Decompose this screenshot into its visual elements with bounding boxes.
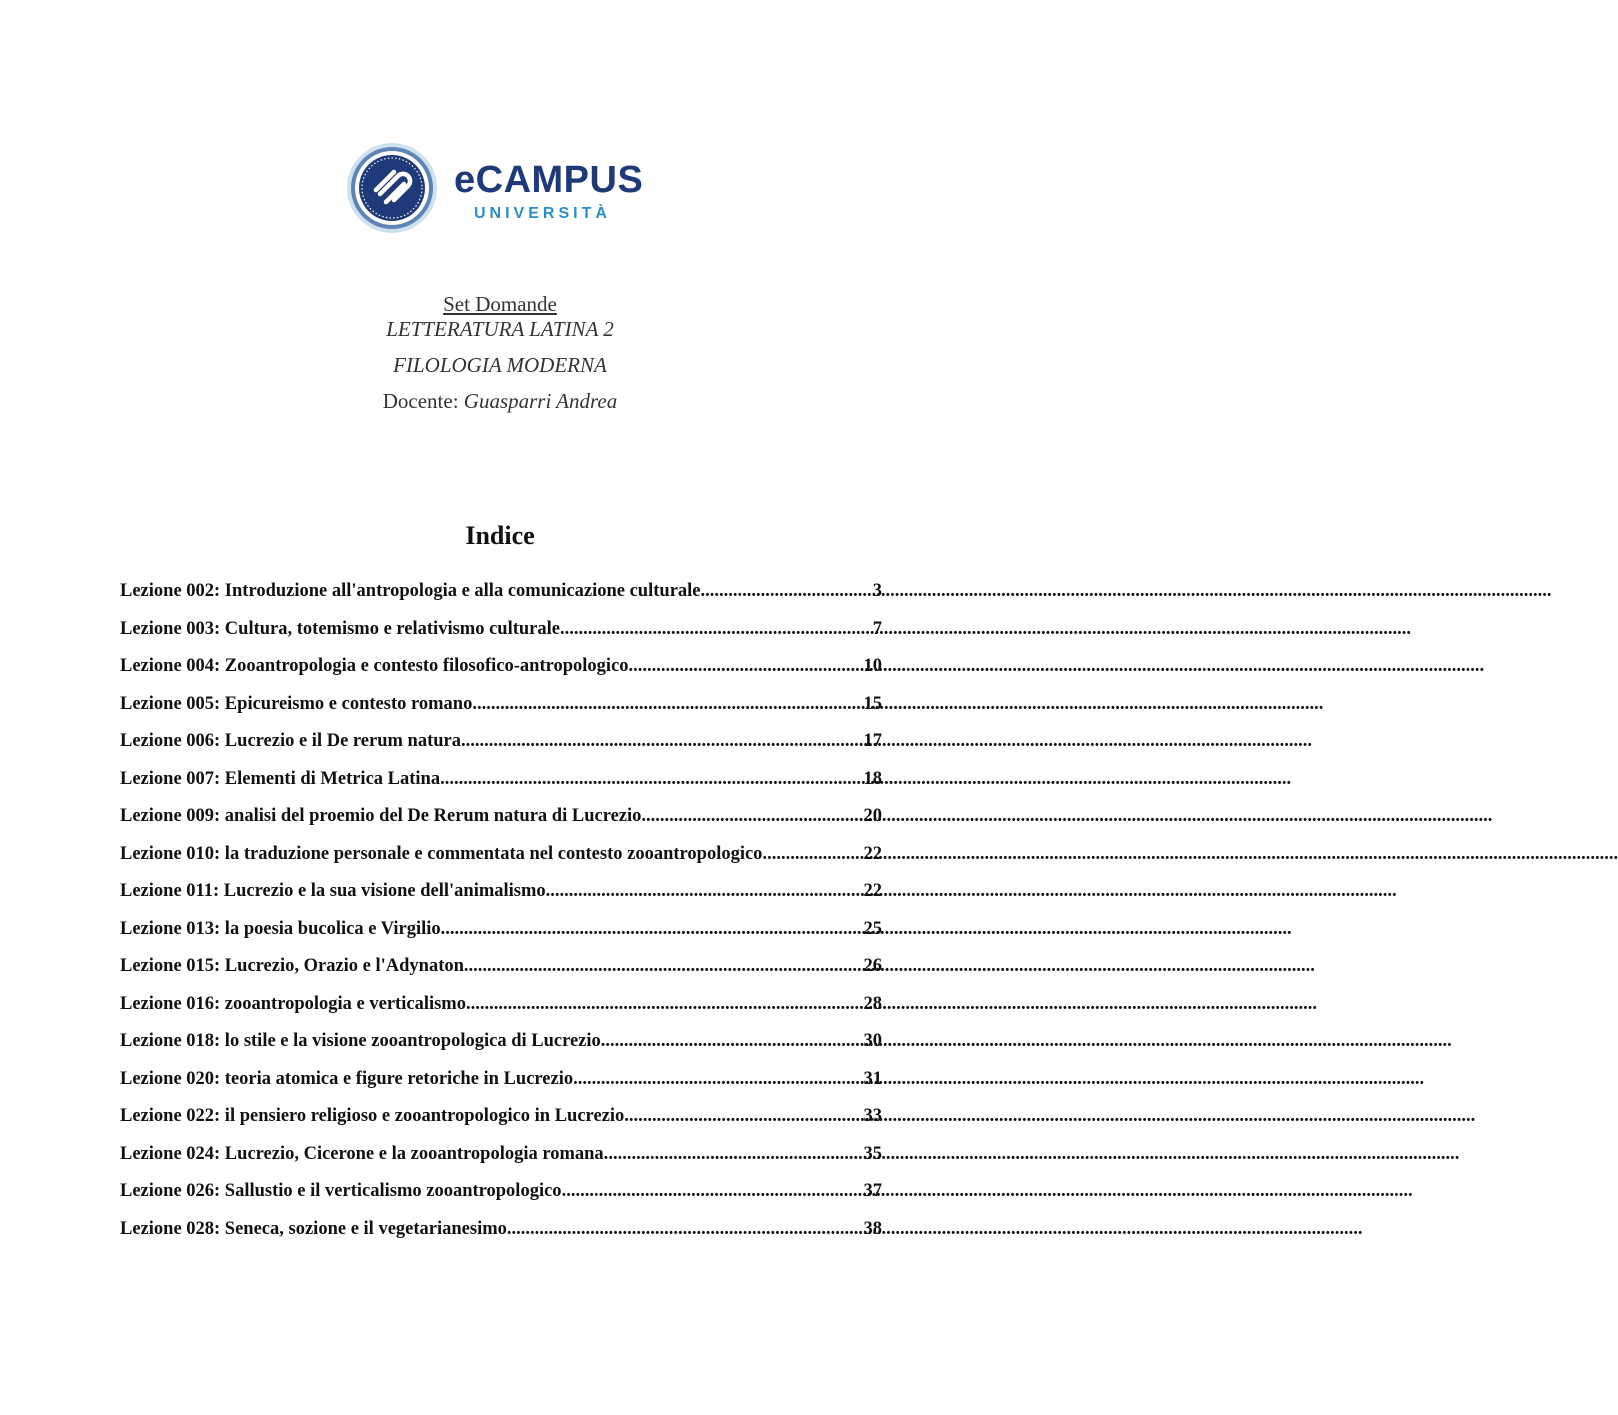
toc-entry[interactable] [120, 767, 882, 805]
toc-entry[interactable] [120, 992, 882, 1030]
toc-entry-page: 17 [863, 731, 882, 751]
toc-entry[interactable] [120, 692, 882, 730]
toc-entry[interactable] [120, 1104, 882, 1142]
toc-entry-page: 26 [863, 956, 882, 976]
toc-leader-dots [624, 1104, 863, 1128]
toc-leader-dots [562, 1179, 864, 1203]
toc-entry-page: 18 [863, 768, 882, 789]
toc-entry-title: Lezione 013: la poesia bucolica e Virgilio [120, 918, 441, 939]
toc-entry[interactable] [120, 1217, 882, 1255]
toc-entry-page: 35 [863, 1143, 882, 1164]
toc-entry-title: Lezione 026: Sallustio e il verticalismo zooantropologico [120, 1181, 562, 1201]
toc-entry-page: 10 [863, 656, 882, 676]
toc-entry-title: Lezione 028: Seneca, sozione e il vegetarianesimo. [120, 1218, 512, 1239]
toc-leader-dots [601, 1029, 864, 1053]
toc-entry-title: Lezione 011: Lucrezio e la sua visione dell'animalismo [120, 881, 546, 901]
toc-entry[interactable] [120, 617, 882, 655]
toc-entry-title: Lezione 022: il pensiero religioso e zooantropologico in Lucrezio [120, 1106, 625, 1126]
toc-leader-dots [767, 842, 863, 866]
toc-entry-title: Lezione 024: Lucrezio, Cicerone e la zooantropologia romana. [120, 1143, 609, 1164]
toc-entry-title: Lezione 007: Elementi di Metrica Latina [120, 768, 441, 789]
toc-entry-page: 22 [863, 843, 882, 864]
toc-entry-title: Lezione 010: la traduzione personale e commentata nel contesto zooantropologico. [120, 843, 768, 864]
toc-entry[interactable] [120, 1029, 882, 1067]
toc-entry-title: Lezione 003: Cultura, totemismo e relativismo culturale [120, 618, 560, 639]
logo-subtitle: UNIVERSITÀ [474, 205, 611, 222]
docente-name: Guasparri Andrea [463, 389, 618, 413]
toc-entry-page: 38 [863, 1218, 882, 1239]
wordmark-e: e [454, 159, 476, 201]
toc-leader-dots [560, 617, 873, 641]
document-header [0, 292, 1000, 414]
toc-leader-dots [466, 992, 864, 1016]
ecampus-wordmark [454, 160, 643, 200]
toc-entry-page: 28 [863, 993, 882, 1014]
toc-entry-page: 15 [863, 693, 882, 714]
toc-leader-dots [440, 767, 863, 791]
toc-entry-title: Lezione 016: zooantropologia e verticalismo [120, 993, 466, 1014]
toc-entry[interactable] [120, 842, 882, 880]
toc-entry[interactable] [120, 1067, 882, 1105]
toc-entry-title: Lezione 002: Introduzione all'antropologia e alla comunicazione culturale [120, 581, 701, 601]
toc-entry-page: 31 [863, 1068, 882, 1089]
course-name: LETTERATURA LATINA 2 [386, 317, 614, 341]
ecampus-logo [346, 142, 656, 234]
toc-entry[interactable] [120, 579, 882, 617]
toc-leader-dots [641, 804, 863, 828]
toc-leader-dots [464, 954, 864, 978]
toc-entry-title: Lezione 005: Epicureismo e contesto romano [120, 693, 473, 714]
toc-entry[interactable] [120, 654, 882, 692]
toc-entry-page: 37 [863, 1181, 882, 1201]
toc-entry-page: 7 [872, 618, 882, 639]
toc-leader-dots [633, 654, 863, 678]
ecampus-seal-icon [346, 142, 438, 234]
toc-entry-page: 25 [863, 918, 882, 939]
toc-entry[interactable] [120, 1179, 882, 1217]
wordmark-campus: CAMPUS [475, 159, 644, 201]
toc-entry[interactable] [120, 729, 882, 767]
toc-leader-dots [573, 1067, 863, 1091]
toc-entry[interactable] [120, 917, 882, 955]
docente-line [0, 389, 1000, 414]
toc-leader-dots [608, 1142, 863, 1166]
toc-entry[interactable] [120, 804, 882, 842]
toc-leader-dots [701, 579, 873, 603]
toc-entry-page: 3 [872, 581, 882, 601]
program-name: FILOLOGIA MODERNA [393, 353, 607, 377]
toc-entry-title: Lezione 004: Zooantropologia e contesto filosofico-antropologico. [120, 656, 634, 676]
toc-leader-dots [472, 692, 863, 716]
table-of-contents [120, 579, 882, 1254]
toc-entry-page: 33 [863, 1106, 882, 1126]
toc-entry[interactable] [120, 1142, 882, 1180]
toc-entry[interactable] [120, 954, 882, 992]
toc-entry-title: Lezione 020: teoria atomica e figure retoriche in Lucrezio [120, 1068, 574, 1089]
toc-entry-title: Lezione 018: lo stile e la visione zooantropologica di Lucrezio [120, 1031, 601, 1051]
toc-entry[interactable] [120, 879, 882, 917]
set-domande-title: Set Domande [443, 292, 557, 316]
docente-label: Docente: [382, 389, 459, 413]
toc-leader-dots [461, 729, 864, 753]
toc-entry-title: Lezione 009: analisi del proemio del De Rerum natura di Lucrezio [120, 806, 642, 826]
toc-leader-dots [512, 1217, 864, 1241]
toc-entry-title: Lezione 006: Lucrezio e il De rerum natura [120, 731, 461, 751]
toc-entry-title: Lezione 015: Lucrezio, Orazio e l'Adynaton [120, 956, 464, 976]
index-title: Indice [465, 521, 535, 550]
toc-entry-page: 20 [863, 806, 882, 826]
toc-leader-dots [441, 917, 864, 941]
toc-leader-dots [546, 879, 864, 903]
toc-entry-page: 22 [863, 881, 882, 901]
toc-entry-page: 30 [863, 1031, 882, 1051]
